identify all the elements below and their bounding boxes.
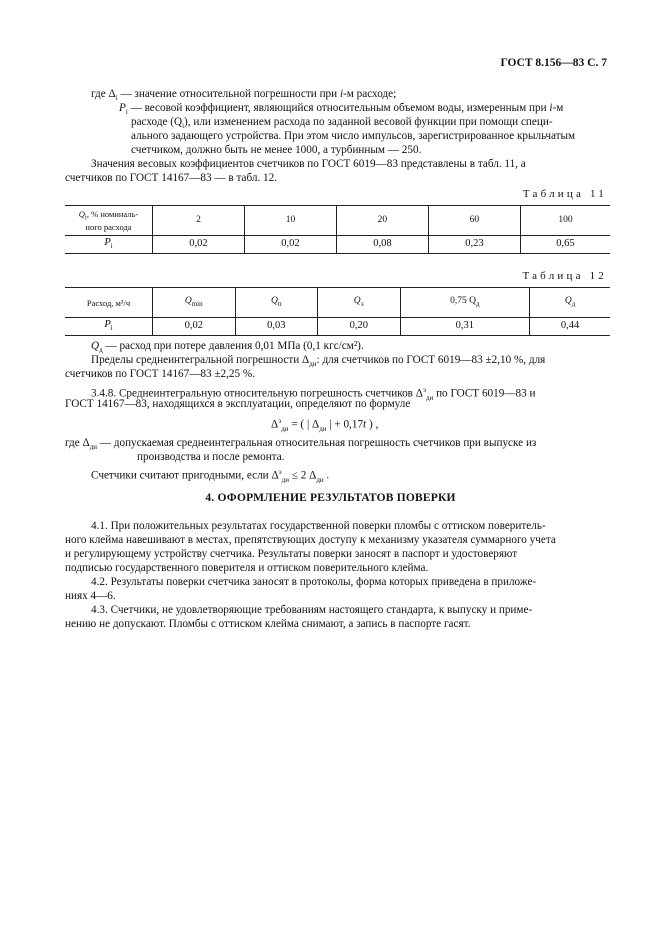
table12-row-label: $P_i$ — [65, 318, 153, 336]
where-delta-line2: производства и после ремонта. — [137, 451, 285, 463]
paragraph-4-2-line2: ниях 4—6. — [65, 590, 116, 602]
table12-header-cell: $Q_{min}$ — [153, 288, 236, 318]
paragraph-4-3: 4.3. Счетчики, не удовлетворяющие требованиям настоящего стандарта, к выпуску и приме- — [91, 604, 533, 616]
table12-header-label: Расход, м³/ч — [65, 288, 153, 318]
delta-definition: где $\Delta_i$ — значение относительной погрешности при i-м расходе; — [91, 88, 397, 103]
table11-value-cell: 0,02 — [153, 236, 245, 254]
fitness-criterion: Счетчики считают пригодными, если $\Delta^э_{ди} \le 2$ $\Delta_{ди}$ . — [91, 468, 330, 484]
paragraph-4-1: 4.1. При положительных результатах государственной поверки пломбы с оттиском поверитель- — [91, 520, 546, 532]
limits-paragraph: Пределы среднеинтегральной погрешности $\Delta_{ди}$: для счетчиков по ГОСТ 6019—83 ±2,10 %, для — [91, 354, 546, 369]
table12-header-cell: $Q_п$ — [235, 288, 318, 318]
paragraph-4-2: 4.2. Результаты поверки счетчика заносят в протоколы, форма которых приведена в приложе- — [91, 576, 537, 588]
weight-definition-line2: расходе $(Q_i)$, или изменением расхода по заданной весовой функции при помощи специ- — [131, 116, 553, 131]
paragraph-4-1-line3: и регулирующему устройству счетчика. Результаты поверки заносят в паспорт и удостоверяют — [65, 548, 518, 560]
table11-value-cell: 0,23 — [428, 236, 520, 254]
table12-value-cell: 0,20 — [318, 318, 401, 336]
table12-value-cell: 0,44 — [530, 318, 610, 336]
table12-header-cell: $Q_э$ — [318, 288, 401, 318]
limits-paragraph-line2: счетчиков по ГОСТ 14167—83 ±2,25 %. — [65, 368, 256, 380]
table11-header-cell: 2 — [153, 206, 245, 236]
table-11 — [65, 205, 610, 254]
paragraph-4-1-line2: ного клейма навешивают в местах, препятствующих доступу к механизму указателя суммарного учета — [65, 534, 556, 546]
table12-value-cell: 0,02 — [153, 318, 236, 336]
formula: $\Delta^э_{ди}$ = ( | $\Delta_{ди}$ | + 0,17t ) , — [271, 417, 379, 433]
qd-note: $Q_д$ — расход при потере давления 0,01 МПа (0,1 кгс/см²). — [91, 340, 364, 355]
page-header: ГОСТ 8.156—83 С. 7 — [500, 57, 607, 69]
table12-header-cell: $Q_д$ — [530, 288, 610, 318]
table11-row-label: $P_i$ — [65, 236, 153, 254]
paragraph-3-4-8: 3.4.8. Среднеинтегральную относительную погрешность счетчиков $\Delta^э_{ди}$ по ГОСТ 6019—83 и — [91, 386, 536, 402]
paragraph-4-1-line4: подписью государственного поверителя и оттиском поверительного клейма. — [65, 562, 429, 574]
paragraph-4-3-line2: нению не допускают. Пломбы с оттиском клейма снимают, а запись в паспорте гасят. — [65, 618, 471, 630]
section-title: 4. ОФОРМЛЕНИЕ РЕЗУЛЬТАТОВ ПОВЕРКИ — [205, 492, 456, 504]
table11-header-label: $Q_i$, % номиналь- ного расхода — [65, 206, 153, 236]
table11-header-cell: 60 — [428, 206, 520, 236]
weights-intro: Значения весовых коэффициентов счетчиков по ГОСТ 6019—83 представлены в табл. 11, а — [91, 158, 526, 170]
weight-definition-line4: счетчиком, должно быть не менее 1000, а турбинным — 250. — [131, 144, 422, 156]
table11-value-cell: 0,08 — [336, 236, 428, 254]
table12-caption: Таблица 12 — [522, 270, 607, 282]
table11-header-cell: 10 — [244, 206, 336, 236]
table12-value-cell: 0,31 — [400, 318, 530, 336]
weights-intro-line2: счетчиков по ГОСТ 14167—83 — в табл. 12. — [65, 172, 278, 184]
paragraph-3-4-8-line2: ГОСТ 14167—83, находящихся в эксплуатации, определяют по формуле — [65, 398, 411, 410]
weight-definition-line3: ального задающего устройства. При этом число импульсов, зарегистрированное крыльчатым — [131, 130, 576, 142]
table-12 — [65, 287, 610, 336]
table11-value-cell: 0,65 — [520, 236, 610, 254]
weight-definition: $P_i$ — весовой коэффициент, являющийся относительным объемом воды, измеренным при i-м — [119, 102, 564, 117]
table12-header-cell: 0,75 $Q_д$ — [400, 288, 530, 318]
table11-value-cell: 0,02 — [244, 236, 336, 254]
table11-header-cell: 100 — [520, 206, 610, 236]
table12-value-cell: 0,03 — [235, 318, 318, 336]
where-delta: где $\Delta_{ди}$ — допускаемая среднеинтегральная относительная погрешность счетчиков при выпуске из — [65, 437, 537, 452]
table11-header-cell: 20 — [336, 206, 428, 236]
table11-caption: Таблица 11 — [522, 188, 607, 200]
